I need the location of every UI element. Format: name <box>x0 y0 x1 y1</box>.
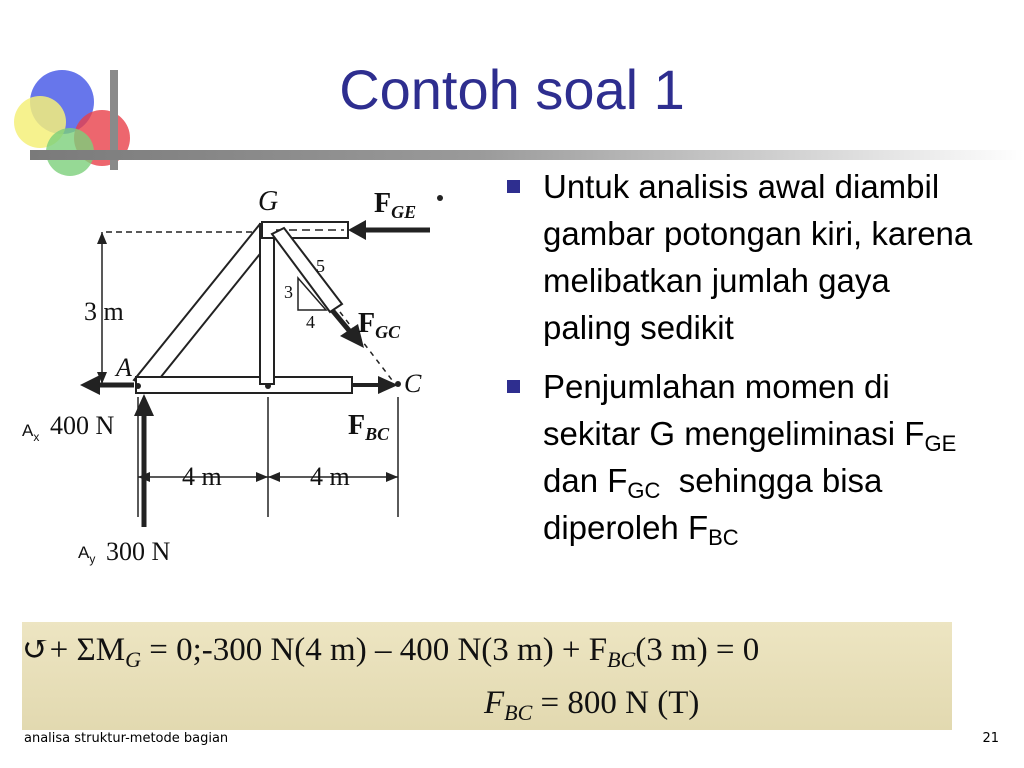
dim-height-label: 3 m <box>84 297 124 326</box>
force-GE-label: $F_{GE}$ <box>374 188 417 222</box>
bullet-list <box>505 163 985 563</box>
title-divider <box>30 150 1024 160</box>
reaction-y-label: $A_y$ <box>78 543 96 566</box>
force-BC-label: $F_{BC}$ <box>348 410 390 444</box>
reaction-x-label: $A_x$ <box>22 421 40 444</box>
bullet-item <box>505 163 985 351</box>
page-number: 21 <box>982 731 999 746</box>
moment-equation <box>22 622 952 730</box>
dim-right-label: 4 m <box>310 462 350 491</box>
member-GB <box>260 224 274 384</box>
node-C-label: C <box>404 369 422 398</box>
slope-hyp-label: 5 <box>316 256 325 276</box>
slide-title: Contoh soal 1 <box>339 58 685 121</box>
node-G-label: G <box>258 186 279 217</box>
reaction-y-value: 300 N <box>106 537 171 566</box>
bullet-item <box>505 363 985 551</box>
bullet-square-icon <box>507 380 520 393</box>
bullet-square-icon <box>507 180 520 193</box>
bullet-text: Untuk analisis awal diambil gambar potongan kiri, karena melibatkan jumlah gaya paling sedikit <box>543 168 973 346</box>
force-GC-label: $F_{GC}$ <box>358 308 401 342</box>
footer-text: analisa struktur-metode bagian <box>24 731 229 746</box>
node-A-label: A <box>116 353 132 382</box>
dim-left-label: 4 m <box>182 462 222 491</box>
truss-diagram <box>22 172 470 592</box>
slope-run-label: 4 <box>306 312 315 332</box>
slope-rise-label: 3 <box>284 282 293 302</box>
equation-line-1: ↺+ $\Sigma M_G$ = 0;-300 N(4 m) – 400 N(3 $m) + F_{BC}(3$ m) = 0 <box>22 632 760 672</box>
equation-line-2: $F_{BC} = 800$ N (T) <box>484 685 700 725</box>
reaction-x-value: 400 N <box>50 411 115 440</box>
member-AG <box>134 224 276 388</box>
member-GC <box>272 228 342 312</box>
member-AB <box>136 377 352 393</box>
bullet-text: Penjumlahan momen di sekitar G mengeliminasi $F_{GE}$ dan $F_{GC}$ sehingga bisa diperoleh $F_{BC}$ <box>543 368 957 550</box>
